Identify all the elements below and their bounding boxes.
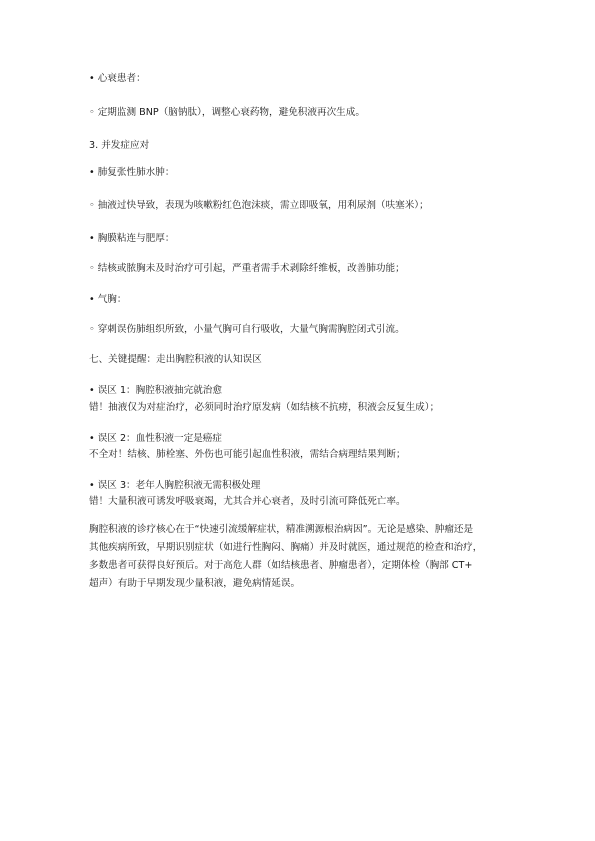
- heart-failure-title: • 心衰患者：: [89, 73, 146, 84]
- pneumothorax-title: • 气胸：: [89, 294, 127, 305]
- reexpansion-item: ◦ 抽液过快导致，表现为咳嗽粉红色泡沫痰，需立即吸氧，用利尿剂（呋塞米）；: [89, 200, 429, 211]
- section-heading: 七、关键提醒：走出胸腔积液的认知误区: [89, 354, 262, 365]
- summary-line-1: 胸腔积液的诊疗核心在于“快速引流缓解症状，精准溯源根治病因”。无论是感染、肿瘤还是: [89, 524, 474, 535]
- complications-heading: 3. 并发症应对: [89, 140, 150, 151]
- heart-failure-item: ◦ 定期监测 BNP（脑钠肽），调整心衰药物，避免积液再次生成。: [89, 107, 365, 118]
- summary-line-3: 多数患者可获得良好预后。对于高危人群（如结核患者、肿瘤患者），定期体检（胸部 CT+: [89, 560, 473, 571]
- myth-2-title: • 误区 2：血性积液一定是癌症: [89, 433, 222, 444]
- myth-3-title: • 误区 3：老年人胸腔积液无需积极处理: [89, 480, 261, 491]
- summary-line-4: 超声）有助于早期发现少量积液，避免病情延误。: [89, 578, 301, 589]
- myth-1-text: 错！抽液仅为对症治疗，必须同时治疗原发病（如结核不抗痨，积液会反复生成）；: [89, 402, 440, 413]
- adhesion-title: • 胸膜粘连与肥厚：: [89, 233, 175, 244]
- adhesion-item: ◦ 结核或脓胸未及时治疗可引起，严重者需手术剥除纤维板，改善肺功能；: [89, 263, 405, 274]
- reexpansion-title: • 肺复张性肺水肿：: [89, 167, 175, 178]
- pneumothorax-item: ◦ 穿刺误伤肺组织所致，小量气胸可自行吸收，大量气胸需胸腔闭式引流。: [89, 324, 405, 335]
- myth-2-text: 不全对！结核、肺栓塞、外伤也可能引起血性积液，需结合病理结果判断；: [89, 449, 406, 460]
- summary-line-2: 其他疾病所致，早期识别症状（如进行性胸闷、胸痛）并及时就医，通过规范的检查和治疗，: [89, 542, 483, 553]
- myth-1-title: • 误区 1：胸腔积液抽完就治愈: [89, 385, 222, 396]
- myth-3-text: 错！大量积液可诱发呼吸衰竭，尤其合并心衰者，及时引流可降低死亡率。: [89, 496, 406, 507]
